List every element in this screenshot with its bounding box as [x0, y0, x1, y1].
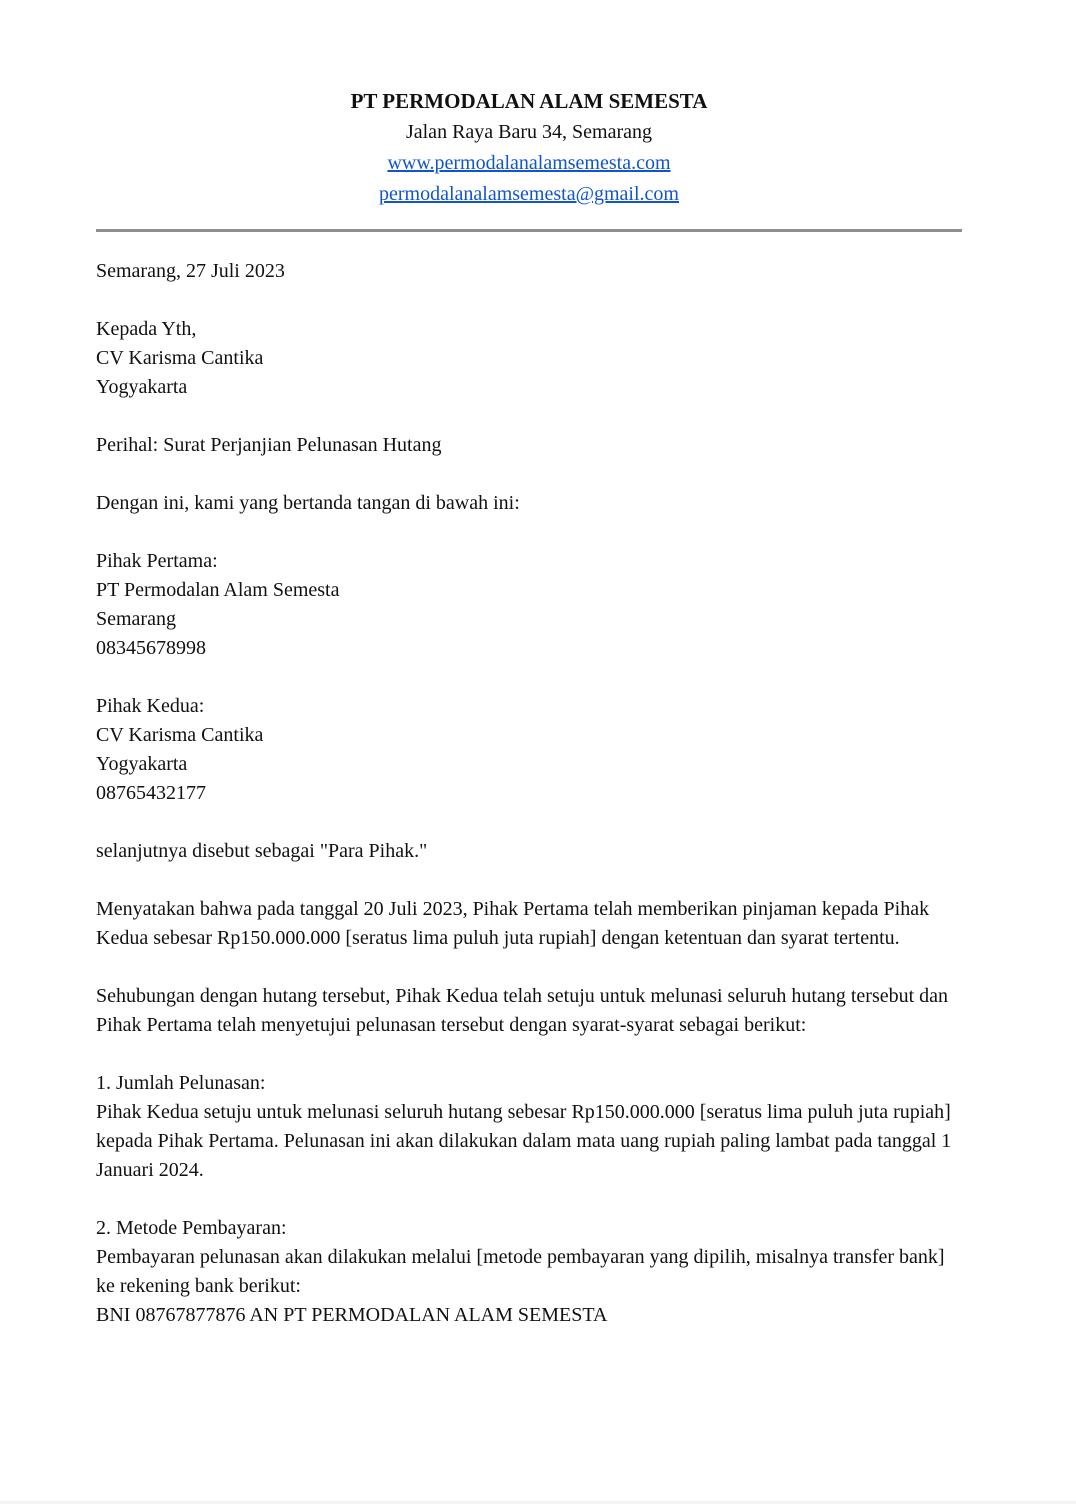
company-name: PT PERMODALAN ALAM SEMESTA	[350, 89, 708, 113]
agreement-paragraph: Sehubungan dengan hutang tersebut, Pihak Kedua telah setuju untuk melunasi seluruh hutang tersebut dan Pihak Pertama telah menyetujui pelunasan tersebut dengan syarat-syarat sebagai berikut:	[96, 985, 949, 1036]
parties-clause: selanjutnya disebut sebagai "Para Pihak."	[96, 840, 428, 862]
first-party-city: Semarang	[96, 608, 176, 630]
first-party-phone: 08345678998	[96, 637, 206, 659]
date-line: Semarang, 27 Juli 2023	[96, 260, 285, 282]
clause-1-block	[96, 1069, 962, 1185]
company-email-link[interactable]: permodalanalamsemesta@gmail.com	[379, 183, 679, 205]
opening-line: Dengan ini, kami yang bertanda tangan di bawah ini:	[96, 492, 520, 514]
clause-2-title: 2. Metode Pembayaran:	[96, 1217, 287, 1239]
second-party-phone: 08765432177	[96, 782, 206, 804]
second-party-city: Yogyakarta	[96, 753, 188, 775]
subject-line: Perihal: Surat Perjanjian Pelunasan Hutang	[96, 434, 442, 456]
letterhead	[96, 86, 962, 210]
clause-1-title: 1. Jumlah Pelunasan:	[96, 1072, 266, 1094]
company-website-link[interactable]: www.permodalanalamsemesta.com	[387, 152, 671, 174]
second-party-block	[96, 692, 962, 808]
recipient-salutation: Kepada Yth,	[96, 318, 197, 340]
clause-1-body: Pihak Kedua setuju untuk melunasi seluruh hutang sebesar Rp150.000.000 [seratus lima puluh juta rupiah] kepada Pihak Pertama. Pelunasan ini akan dilakukan dalam mata uang rupiah paling lambat pada tanggal 1 Januari 2024.	[96, 1101, 952, 1181]
recipient-city: Yogyakarta	[96, 376, 188, 398]
recipient-name: CV Karisma Cantika	[96, 347, 264, 369]
letterhead-divider	[96, 229, 962, 232]
first-party-name: PT Permodalan Alam Semesta	[96, 579, 340, 601]
clause-2-bank-account: BNI 08767877876 AN PT PERMODALAN ALAM SEMESTA	[96, 1304, 608, 1326]
second-party-name: CV Karisma Cantika	[96, 724, 264, 746]
company-address: Jalan Raya Baru 34, Semarang	[405, 121, 653, 143]
second-party-label: Pihak Kedua:	[96, 695, 205, 717]
first-party-block	[96, 547, 962, 663]
clause-2-body: Pembayaran pelunasan akan dilakukan melalui [metode pembayaran yang dipilih, misalnya transfer bank] ke rekening bank berikut:	[96, 1246, 945, 1297]
first-party-label: Pihak Pertama:	[96, 550, 218, 572]
company-email-line	[96, 179, 962, 210]
statement-paragraph: Menyatakan bahwa pada tanggal 20 Juli 2023, Pihak Pertama telah memberikan pinjaman kepada Pihak Kedua sebesar Rp150.000.000 [seratus lima puluh juta rupiah] dengan ketentuan dan syarat tertentu.	[96, 898, 930, 949]
company-website-line	[96, 148, 962, 179]
recipient-block	[96, 315, 962, 402]
clause-2-block	[96, 1214, 962, 1330]
